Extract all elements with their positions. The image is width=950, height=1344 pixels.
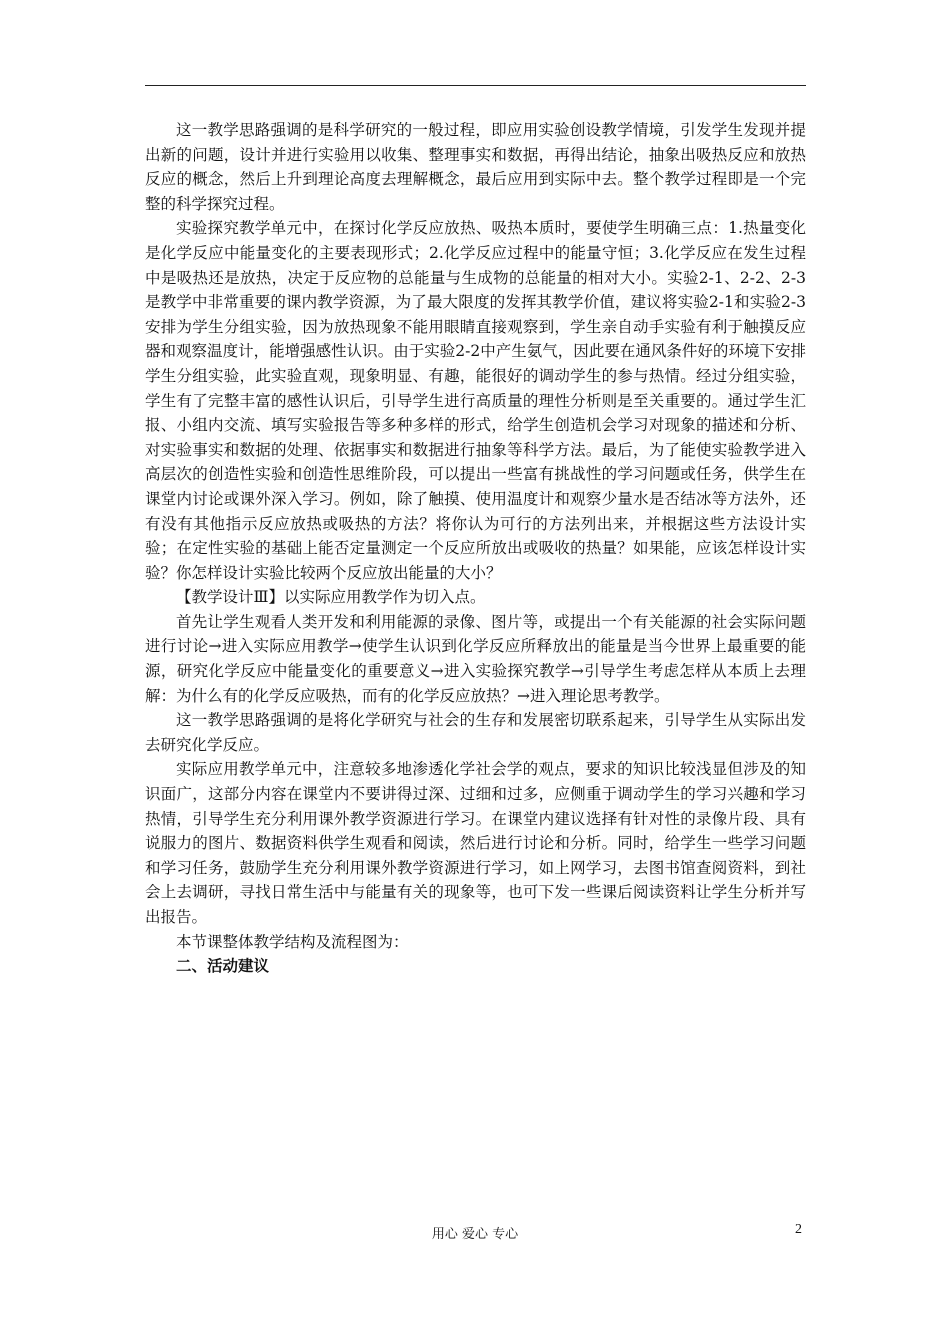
paragraph: 这一教学思路强调的是将化学研究与社会的生存和发展密切联系起来，引导学生从实际出发去研究化学反应。	[145, 711, 806, 754]
paragraph: 【教学设计Ⅲ】以实际应用教学作为切入点。	[176, 588, 486, 607]
paragraph: 实验探究教学单元中，在探讨化学反应放热、吸热本质时，要使学生明确三点：1.热量变化是化学反应中能量变化的主要表现形式；2.化学反应过程中的能量守恒；3.化学反应在发生过程中是吸热还是放热，决定于反应物的总能量与生成物的总能量的相对大小。实验2-1、2-2、2-3是教学中非常重要的课内教学资源，为了最大限度的发挥其教学价值，建议将实验2-1和实验2-3安排为学生分组实验，因为放热现象不能用眼睛直接观察到，学生亲自动手实验有利于触摸反应器和观察温度计，能增强感性认识。由于实验2-2中产生氨气，因此要在通风条件好的环境下安排学生分组实验，此实验直观，现象明显、有趣，能很好的调动学生的参与热情。经过分组实验，学生有了完整丰富的感性认识后，引导学生进行高质量的理性分析则是至关重要的。通过学生汇报、小组内交流、填写实验报告等多种多样的形式，给学生创造机会学习对现象的描述和分析、对实验事实和数据的处理、依据事实和数据进行抽象等科学方法。最后，为了能使实验教学进入高层次的创造性实验和创造性思维阶段，可以提出一些富有挑战性的学习问题或任务，供学生在课堂内讨论或课外深入学习。例如，除了触摸、使用温度计和观察少量水是否结冰等方法外，还有没有其他指示反应放热或吸热的方法？将你认为可行的方法列出来，并根据这些方法设计实验；在定性实验的基础上能否定量测定一个反应所放出或吸收的热量？如果能，应该怎样设计实验？你怎样设计实验比较两个反应放出能量的大小？	[145, 219, 806, 582]
paragraph: 实际应用教学单元中，注意较多地渗透化学社会学的观点，要求的知识比较浅显但涉及的知识面广，这部分内容在课堂内不要讲得过深、过细和过多，应侧重于调动学生的学习兴趣和学习热情，引导学生充分利用课外教学资源进行学习。在课堂内建议选择有针对性的录像片段、具有说服力的图片、数据资料供学生观看和阅读，然后进行讨论和分析。同时，给学生一些学习问题和学习任务，鼓励学生充分利用课外教学资源进行学习，如上网学习，去图书馆查阅资料，到社会上去调研，寻找日常生活中与能量有关的现象等，也可下发一些课后阅读资料让学生分析并写出报告。	[145, 760, 806, 926]
paragraph: 首先让学生观看人类开发和利用能源的录像、图片等，或提出一个有关能源的社会实际问题进行讨论→进入实际应用教学→使学生认识到化学反应所释放出的能量是当今世界上最重要的能源，研究化学反应中能量变化的重要意义→进入实验探究教学→引导学生考虑怎样从本质上去理解：为什么有的化学反应吸热，而有的化学反应放热？→进入理论思考教学。	[145, 612, 806, 705]
paragraph: 本节课整体教学结构及流程图为：	[176, 932, 409, 951]
footer-slogan: 用心 爱心 专心	[431, 1227, 519, 1242]
page-number: 2	[795, 1222, 802, 1237]
header-rule	[145, 85, 806, 86]
paragraph: 这一教学思路强调的是科学研究的一般过程，即应用实验创设教学情境，引发学生发现并提出新的问题，设计并进行实验用以收集、整理事实和数据，再得出结论，抽象出吸热反应和放热反应的概念，然后上升到理论高度去理解概念，最后应用到实际中去。整个教学过程即是一个完整的科学探究过程。	[145, 121, 806, 213]
document-body	[145, 118, 806, 979]
section-heading: 二、活动建议	[176, 957, 270, 976]
